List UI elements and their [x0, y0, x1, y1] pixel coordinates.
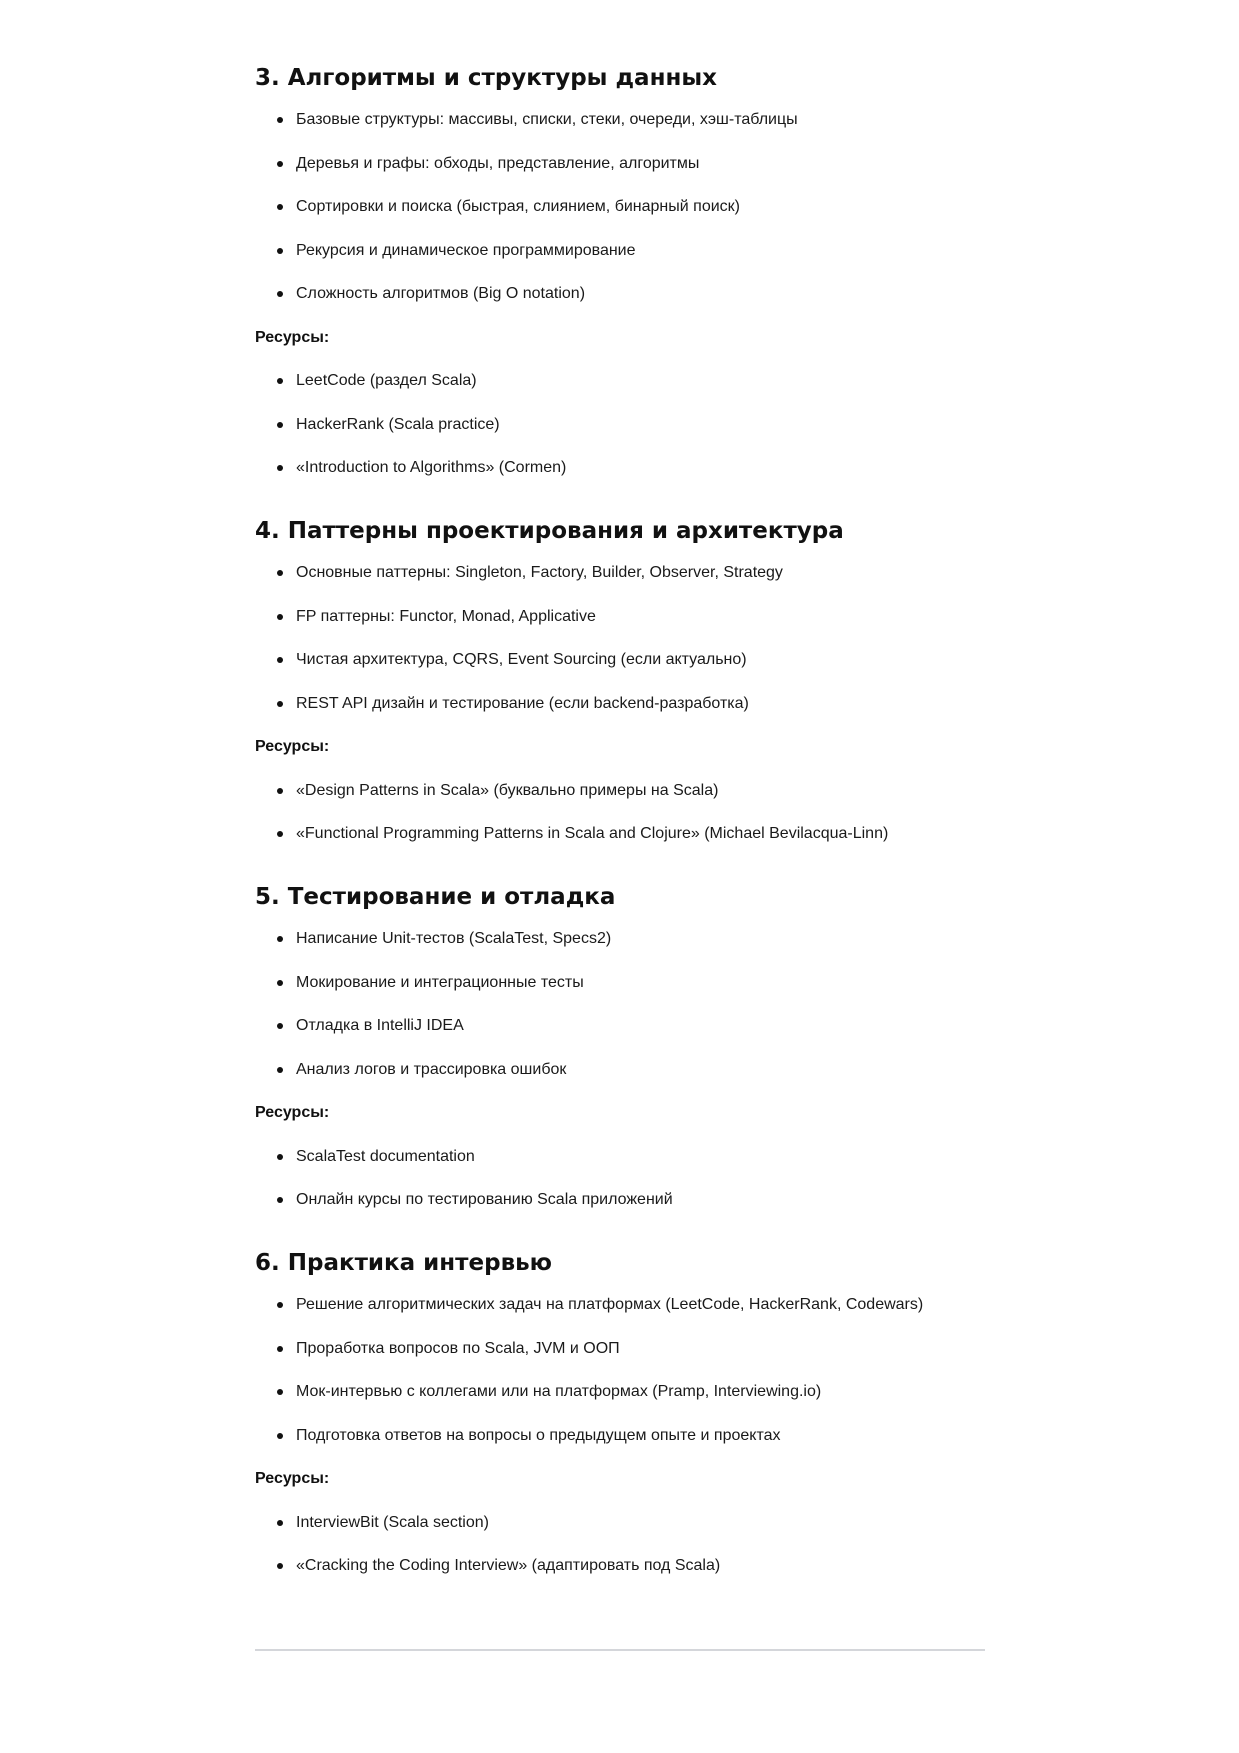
horizontal-divider [255, 1649, 985, 1651]
section-testing [255, 879, 985, 1211]
resources-label: Ресурсы: [255, 1470, 330, 1487]
list-item: Сложность алгоритмов (Big O notation) [255, 283, 985, 305]
resource-item: «Functional Programming Patterns in Scala and Clojure» (Michael Bevilacqua-Linn) [255, 823, 985, 845]
section-interview-practice [255, 1245, 985, 1577]
list-item: Мокирование и интеграционные тесты [255, 972, 985, 994]
section-heading: 3. Алгоритмы и структуры данных [255, 65, 717, 91]
resource-item: «Design Patterns in Scala» (буквально примеры на Scala) [255, 780, 985, 802]
topic-list [255, 562, 985, 715]
resource-item: LeetCode (раздел Scala) [255, 370, 985, 392]
list-item: Рекурсия и динамическое программирование [255, 240, 985, 262]
list-item: Анализ логов и трассировка ошибок [255, 1059, 985, 1081]
list-item: Проработка вопросов по Scala, JVM и ООП [255, 1338, 985, 1360]
document-body [255, 60, 985, 1577]
list-item: Отладка в IntelliJ IDEA [255, 1015, 985, 1037]
list-item: Мок-интервью с коллегами или на платформах (Pramp, Interviewing.io) [255, 1381, 985, 1403]
resources-label: Ресурсы: [255, 1104, 330, 1121]
resource-list [255, 780, 985, 846]
resource-list [255, 1512, 985, 1578]
resource-item: HackerRank (Scala practice) [255, 414, 985, 436]
list-item: FP паттерны: Functor, Monad, Applicative [255, 606, 985, 628]
section-design-patterns [255, 513, 985, 845]
resource-list [255, 370, 985, 479]
list-item: Базовые структуры: массивы, списки, стеки, очереди, хэш-таблицы [255, 109, 985, 131]
section-heading: 4. Паттерны проектирования и архитектура [255, 518, 844, 544]
resources-label: Ресурсы: [255, 738, 330, 755]
resources-label: Ресурсы: [255, 328, 330, 346]
resource-item: Онлайн курсы по тестированию Scala приложений [255, 1189, 985, 1211]
section-heading: 6. Практика интервью [255, 1250, 553, 1276]
list-item: Основные паттерны: Singleton, Factory, Builder, Observer, Strategy [255, 562, 985, 584]
resource-item: ScalaTest documentation [255, 1146, 985, 1168]
list-item: Подготовка ответов на вопросы о предыдущем опыте и проектах [255, 1425, 985, 1447]
resource-item: InterviewBit (Scala section) [255, 1512, 985, 1534]
list-item: Сортировки и поиска (быстрая, слиянием, бинарный поиск) [255, 196, 985, 218]
list-item: Написание Unit-тестов (ScalaTest, Specs2) [255, 928, 985, 950]
list-item: Деревья и графы: обходы, представление, алгоритмы [255, 153, 985, 175]
topic-list [255, 109, 985, 305]
list-item: REST API дизайн и тестирование (если backend-разработка) [255, 693, 985, 715]
topic-list [255, 1294, 985, 1447]
resource-item: «Introduction to Algorithms» (Cormen) [255, 457, 985, 479]
list-item: Чистая архитектура, CQRS, Event Sourcing (если актуально) [255, 649, 985, 671]
resource-list [255, 1146, 985, 1212]
resource-item: «Cracking the Coding Interview» (адаптировать под Scala) [255, 1555, 985, 1577]
list-item: Решение алгоритмических задач на платформах (LeetCode, HackerRank, Codewars) [255, 1294, 985, 1316]
topic-list [255, 928, 985, 1081]
section-heading: 5. Тестирование и отладка [255, 884, 616, 910]
section-algorithms [255, 60, 985, 479]
